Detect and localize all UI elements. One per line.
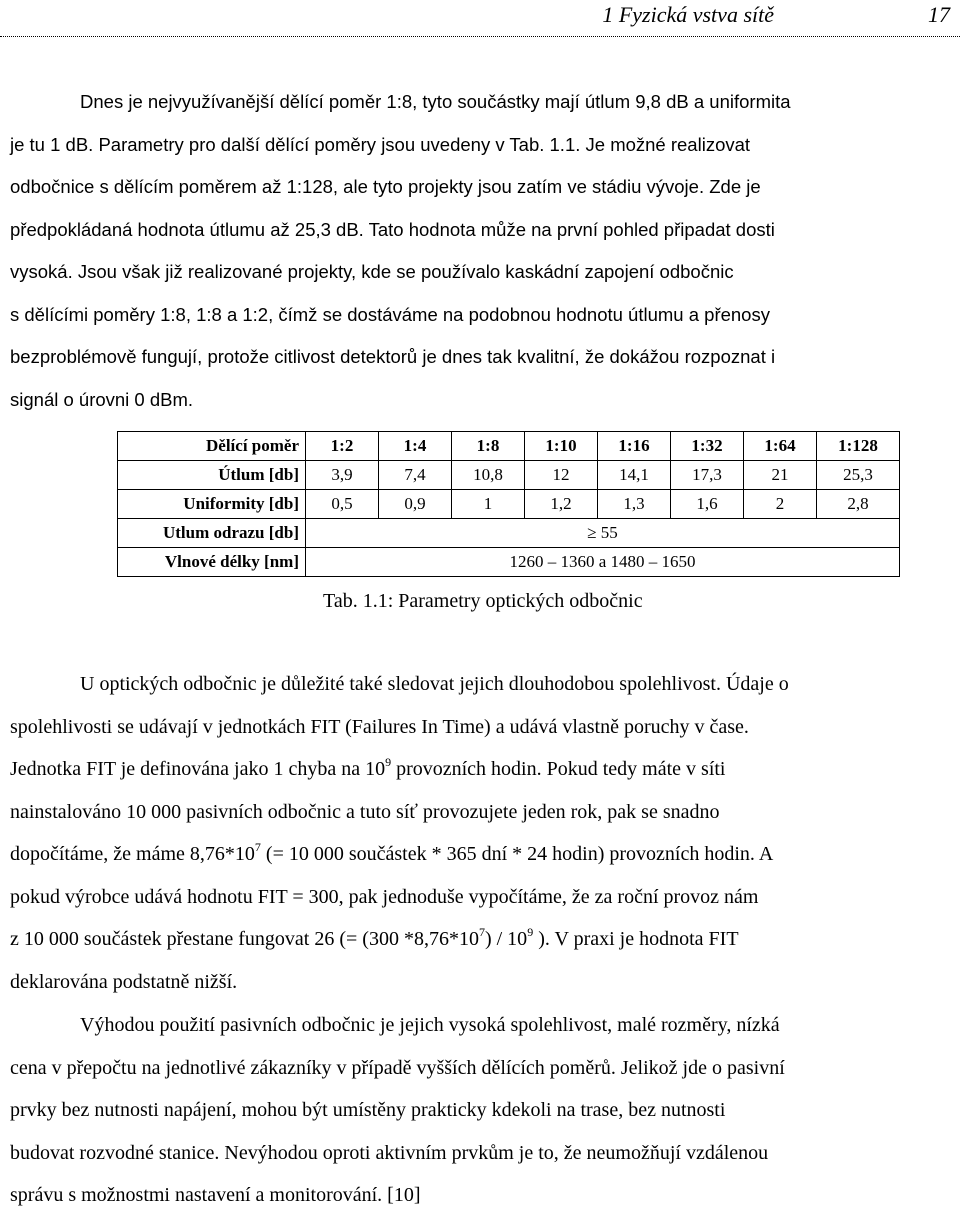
wavelength-cell: 1260 – 1360 a 1480 – 1650 xyxy=(306,548,900,577)
attenuation-cell: 3,9 xyxy=(306,461,379,490)
uniformity-cell: 1,2 xyxy=(525,490,598,519)
paragraph-1-line: signál o úrovni 0 dBm. xyxy=(10,388,194,410)
attenuation-cell: 7,4 xyxy=(379,461,452,490)
table-caption: Tab. 1.1: Parametry optických odbočnic xyxy=(323,590,643,612)
ratio-cell: 1:128 xyxy=(817,432,900,461)
table-row xyxy=(118,490,900,519)
attenuation-cell: 25,3 xyxy=(817,461,900,490)
ratio-cell: 1:64 xyxy=(744,432,817,461)
paragraph-2-line: pokud výrobce udává hodnotu FIT = 300, pak jednoduše vypočítáme, že za roční provoz nám xyxy=(10,885,759,908)
table-row xyxy=(118,519,900,548)
uniformity-cell: 0,9 xyxy=(379,490,452,519)
ratio-cell: 1:8 xyxy=(452,432,525,461)
table-row xyxy=(118,461,900,490)
chapter-title: 1 Fyzická vstva sítě xyxy=(602,2,774,27)
paragraph-2-line: nainstalováno 10 000 pasivních odbočnic a tuto síť provozujete jeden rok, pak se snadno xyxy=(10,800,720,823)
uniformity-cell: 2 xyxy=(744,490,817,519)
paragraph-3-line: Výhodou použití pasivních odbočnic je jejich vysoká spolehlivost, malé rozměry, nízká xyxy=(80,1014,780,1036)
paragraph-3-line: správu s možnostmi nastavení a monitorování. [10] xyxy=(10,1184,421,1206)
greater-equal-symbol: ≥ xyxy=(587,523,601,542)
row-label-uniformity: Uniformity [db] xyxy=(118,490,306,519)
uniformity-cell: 1,3 xyxy=(598,490,671,519)
paragraph-1-line: Dnes je nejvyužívanější dělící poměr 1:8, tyto součástky mají útlum 9,8 dB a uniformita xyxy=(80,91,791,112)
page-header xyxy=(0,0,960,37)
paragraph-1-line: vysoká. Jsou však již realizované projekty, kde se používalo kaskádní zapojení odbočnic xyxy=(10,261,734,282)
ratio-cell: 1:10 xyxy=(525,432,598,461)
paragraph-3-line: cena v přepočtu na jednotlivé zákazníky v případě vyšších dělících poměrů. Jelikož jde o pasivní xyxy=(10,1056,785,1079)
paragraph-3-line: budovat rozvodné stanice. Nevýhodou oproti aktivním prvkům je to, že neumožňují vzdálenou xyxy=(10,1141,769,1164)
paragraph-2-line: z 10 000 součástek přestane fungovat 26 (= (300 $*8,76*10^7) / 10^9$ ). V praxi je hodnota FIT xyxy=(10,925,739,950)
row-label-wavelength: Vlnové délky [nm] xyxy=(118,548,306,577)
uniformity-cell: 1,6 xyxy=(671,490,744,519)
paragraph-1 xyxy=(10,81,954,421)
uniformity-cell: 0,5 xyxy=(306,490,379,519)
return-loss-cell xyxy=(306,519,900,548)
paragraph-2 xyxy=(10,663,954,1003)
paragraph-2-line: U optických odbočnic je důležité také sledovat jejich dlouhodobou spolehlivost. Údaje o xyxy=(80,673,789,695)
uniformity-cell: 2,8 xyxy=(817,490,900,519)
paragraph-3-line: prvky bez nutnosti napájení, mohou být umístěny prakticky kdekoli na trase, bez nutnosti xyxy=(10,1099,726,1121)
paragraph-2-line: deklarována podstatně nižší. xyxy=(10,970,238,993)
paragraph-3 xyxy=(10,1004,954,1217)
attenuation-cell: 12 xyxy=(525,461,598,490)
ratio-cell: 1:4 xyxy=(379,432,452,461)
attenuation-cell: 10,8 xyxy=(452,461,525,490)
parameters-table xyxy=(117,431,900,577)
paragraph-1-line: je tu 1 dB. Parametry pro další dělící poměry jsou uvedeny v Tab. 1.1. Je možné realizovat xyxy=(10,133,751,155)
attenuation-cell: 21 xyxy=(744,461,817,490)
return-loss-value: 55 xyxy=(600,523,618,542)
table-row xyxy=(118,432,900,461)
paragraph-1-line: s dělícími poměry 1:8, 1:8 a 1:2, čímž se dostáváme na podobnou hodnotu útlumu a přenosy xyxy=(10,303,770,325)
table-row xyxy=(118,548,900,577)
paragraph-2-line: Jednotka FIT je definována jako 1 chyba na $10^9$ provozních hodin. Pokud tedy máte v síti xyxy=(10,755,726,780)
row-label-return-loss: Utlum odrazu [db] xyxy=(118,519,306,548)
uniformity-cell: 1 xyxy=(452,490,525,519)
page-number: 17 xyxy=(928,2,950,27)
paragraph-2-line: spolehlivosti se udávají v jednotkách FIT (Failures In Time) a udává vlastně poruchy v čase. xyxy=(10,715,749,738)
paragraph-1-line: předpokládaná hodnota útlumu až 25,3 dB. Tato hodnota může na první pohled připadat dosti xyxy=(10,218,775,240)
ratio-cell: 1:2 xyxy=(306,432,379,461)
row-label-ratio: Dělící poměr xyxy=(118,432,306,461)
ratio-cell: 1:16 xyxy=(598,432,671,461)
attenuation-cell: 17,3 xyxy=(671,461,744,490)
attenuation-cell: 14,1 xyxy=(598,461,671,490)
row-label-attenuation: Útlum [db] xyxy=(118,461,306,490)
paragraph-1-line: odbočnice s dělícím poměrem až 1:128, ale tyto projekty jsou zatím ve stádiu vývoje. Zde je xyxy=(10,176,761,197)
ratio-cell: 1:32 xyxy=(671,432,744,461)
paragraph-1-line: bezproblémově fungují, protože citlivost detektorů je dnes tak kvalitní, že dokážou rozpoznat i xyxy=(10,346,776,367)
paragraph-2-line: dopočítáme, že máme $8,76*10^7$ (= 10 000 součástek * 365 dní * 24 hodin) provozních hodin. A xyxy=(10,840,774,865)
